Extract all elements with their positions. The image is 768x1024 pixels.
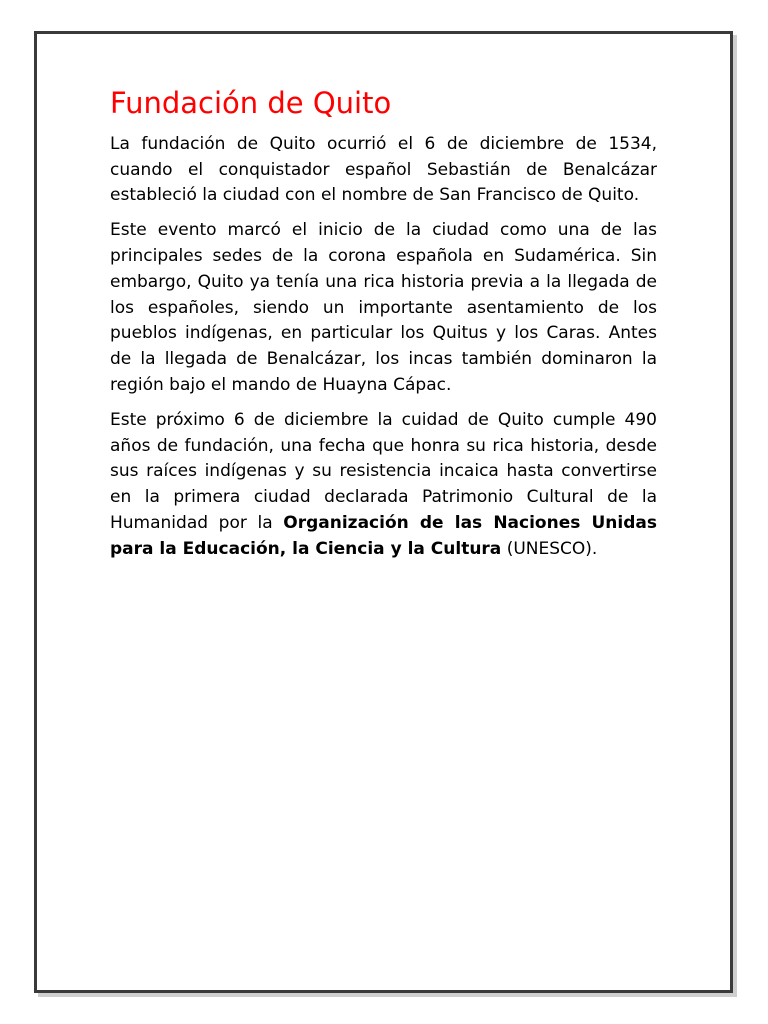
paragraph-history: Este evento marcó el inicio de la ciudad como una de las principales sedes de la corona española en Sudamérica. Sin embargo, Quito ya tenía una rica historia previa a la llegada de los españoles, siendo un importante asentamiento de los pueblos indígenas, en particular los Quitus y los Caras. Antes de la llegada de Benalcázar, los incas también dominaron la región bajo el mando de Huayna Cápac.: [110, 220, 657, 395]
unesco-full-name: Organización de las Naciones Unidas para la Educación, la Ciencia y la Cultura: [110, 512, 657, 559]
document-content: [110, 86, 657, 572]
unesco-acronym-text: (UNESCO).: [501, 538, 598, 559]
paragraph-anniversary: [110, 408, 657, 563]
paragraph-founding: La fundación de Quito ocurrió el 6 de diciembre de 1534, cuando el conquistador español Sebastián de Benalcázar estableció la ciudad con el nombre de San Francisco de Quito.: [110, 133, 657, 206]
anniversary-text: Este próximo 6 de diciembre la cuidad de Quito cumple 490 años de fundación, una fecha que honra su rica historia, desde sus raíces indígenas y su resistencia incaica hasta convertirse en la primera ciudad declarada Patrimonio Cultural de la Humanidad por la: [110, 409, 657, 533]
document-title: Fundación de Quito: [110, 86, 392, 120]
document-page: [34, 31, 733, 993]
